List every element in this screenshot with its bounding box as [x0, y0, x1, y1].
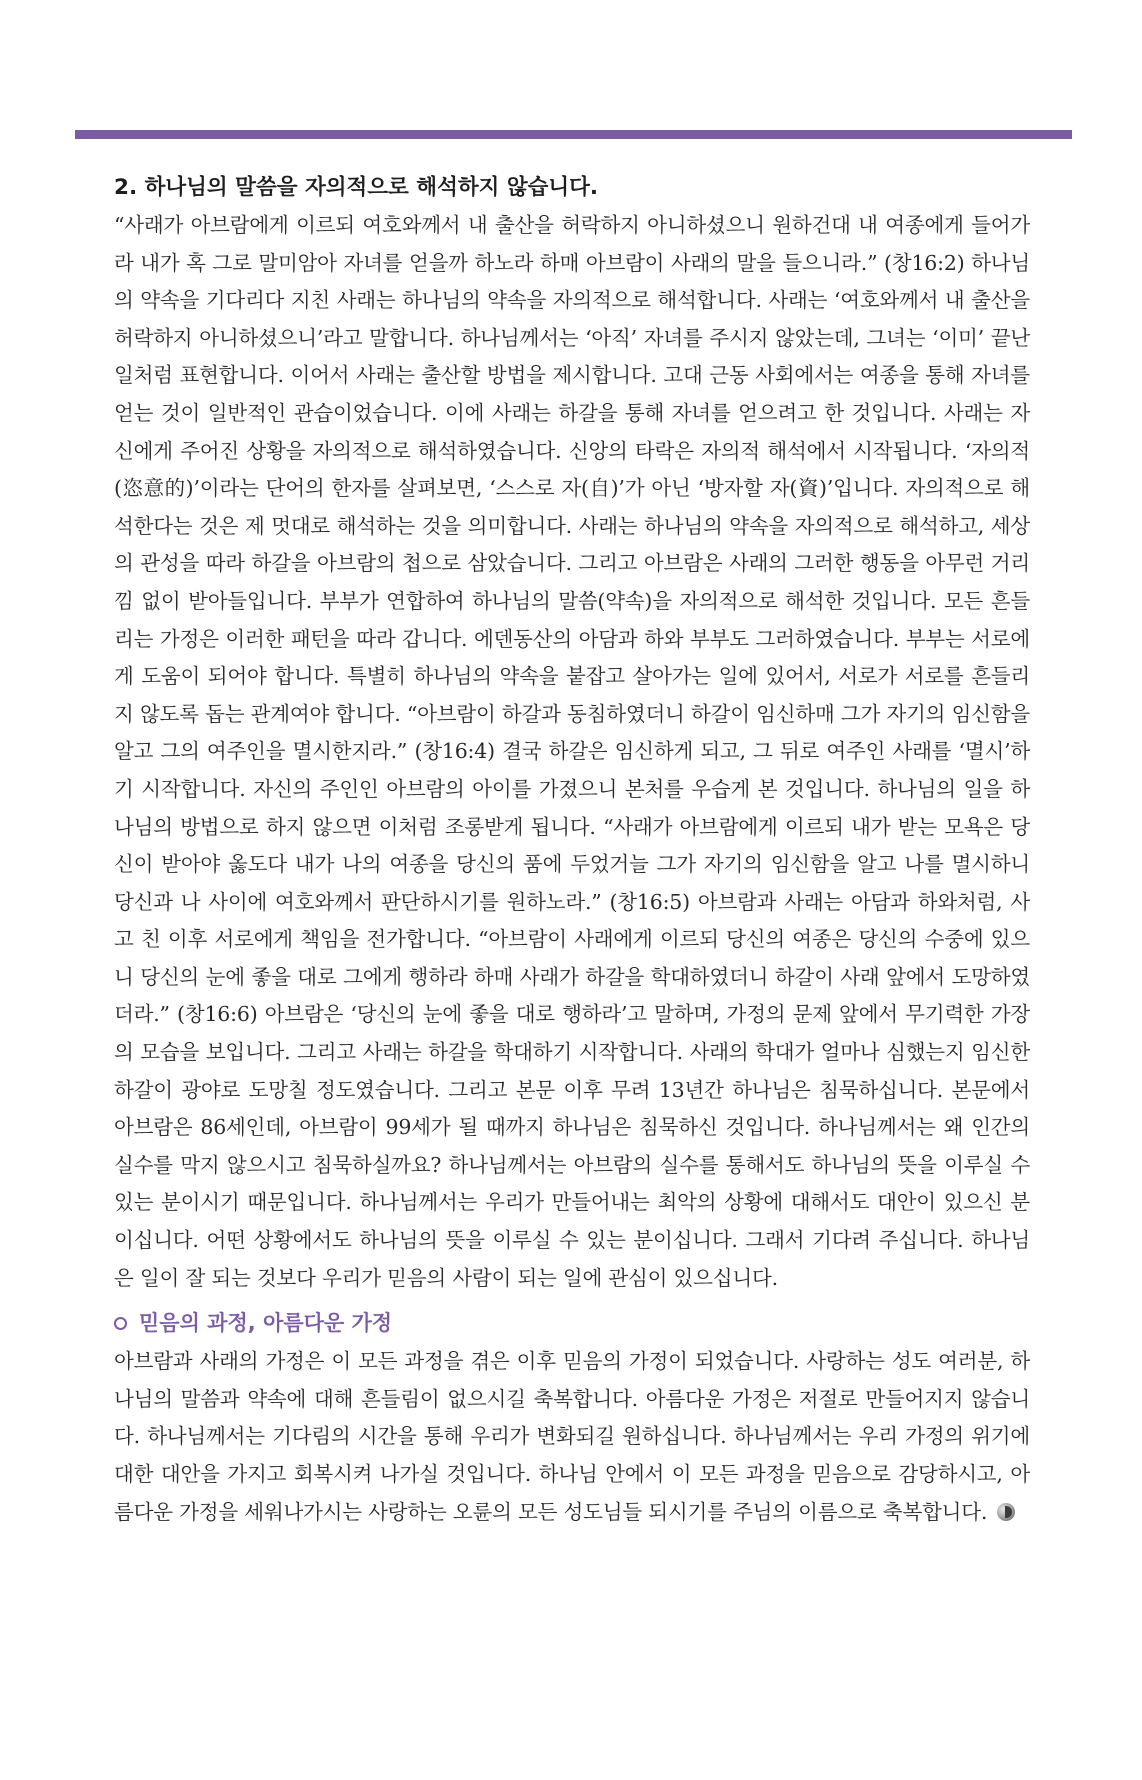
section-body: “사래가 아브람에게 이르되 여호와께서 내 출산을 허락하지 아니하셨으니 원하건대 내 여종에게 들어가라 내가 혹 그로 말미암아 자녀를 얻을까 하노라 하매 아브람이 사래의 말을 들으니라.” (창16:2) 하나님의 약속을 기다리다 지친 사래는 하나님의 약속을 자의적으로 해석합니다. 사래는 ‘여호와께서 내 출산을 허락하지 아니하셨으니’라고 말합니다. 하나님께서는 ‘아직’ 자녀를 주시지 않았는데, 그녀는 ‘이미’ 끝난 일처럼 표현합니다. 이어서 사래는 출산할 방법을 제시합니다. 고대 근동 사회에서는 여종을 통해 자녀를 얻는 것이 일반적인 관습이었습니다. 이에 사래는 하갈을 통해 자녀를 얻으려고 한 것입니다. 사래는 자신에게 주어진 상황을 자의적으로 해석하였습니다. 신앙의 타락은 자의적 해석에서 시작됩니다. ‘자의적(恣意的)’이라는 단어의 한자를 살펴보면, ‘스스로 자(自)’가 아닌 ‘방자할 자(資)’입니다. 자의적으로 해석한다는 것은 제 멋대로 해석하는 것을 의미합니다. 사래는 하나님의 약속을 자의적으로 해석하고, 세상의 관성을 따라 하갈을 아브람의 첩으로 삼았습니다. 그리고 아브람은 사래의 그러한 행동을 아무런 거리낌 없이 받아들입니다. 부부가 연합하여 하나님의 말씀(약속)을 자의적으로 해석한 것입니다. 모든 흔들리는 가정은 이러한 패턴을 따라 갑니다. 에덴동산의 아담과 하와 부부도 그러하였습니다. 부부는 서로에게 도움이 되어야 합니다. 특별히 하나님의 약속을 붙잡고 살아가는 일에 있어서, 서로가 서로를 흔들리지 않도록 돕는 관계여야 합니다. “아브람이 하갈과 동침하였더니 하갈이 임신하매 그가 자기의 임신함을 알고 그의 여주인을 멸시한지라.” (창16:4) 결국 하갈은 임신하게 되고, 그 뒤로 여주인 사래를 ‘멸시’하기 시작합니다. 자신의 주인인 아브람의 아이를 가졌으니 본처를 우습게 본 것입니다. 하나님의 일을 하나님의 방법으로 하지 않으면 이처럼 조롱받게 됩니다. “사래가 아브람에게 이르되 내가 받는 모욕은 당신이 받아야 옳도다 내가 나의 여종을 당신의 품에 두었거늘 그가 자기의 임신함을 알고 나를 멸시하니 당신과 나 사이에 여호와께서 판단하시기를 원하노라.” (창16:5) 아브람과 사래는 아담과 하와처럼, 사고 친 이후 서로에게 책임을 전가합니다. “아브람이 사래에게 이르되 당신의 여종은 당신의 수중에 있으니 당신의 눈에 좋을 대로 그에게 행하라 하매 사래가 하갈을 학대하였더니 하갈이 사래 앞에서 도망하였더라.” (창16:6) 아브람은 ‘당신의 눈에 좋을 대로 행하라’고 말하며, 가정의 문제 앞에서 무기력한 가장의 모습을 보입니다. 그리고 사래는 하갈을 학대하기 시작합니다. 사래의 학대가 얼마나 심했는지 임신한 하갈이 광야로 도망칠 정도였습니다. 그리고 본문 이후 무려 13년간 하나님은 침묵하십니다. 본문에서 아브람은 86세인데, 아브람이 99세가 될 때까지 하나님은 침묵하신 것입니다. 하나님께서는 왜 인간의 실수를 막지 않으시고 침묵하실까요? 하나님께서는 아브람의 실수를 통해서도 하나님의 뜻을 이루실 수 있는 분이시기 때문입니다. 하나님께서는 우리가 만들어내는 최악의 상황에 대해서도 대안이 있으신 분이십니다. 어떤 상황에서도 하나님의 뜻을 이루실 수 있는 분이십니다. 그래서 기다려 주십니다. 하나님은 일이 잘 되는 것보다 우리가 믿음의 사람이 되는 일에 관심이 있으십니다. [114, 213, 1030, 1290]
subsection-heading-row [114, 1305, 1030, 1341]
article-content [114, 172, 1030, 1531]
subsection-body [114, 1343, 1030, 1531]
end-mark-icon [997, 1503, 1015, 1521]
section-heading: 2. 하나님의 말씀을 자의적으로 해석하지 않습니다. [114, 175, 599, 200]
subsection-body-text: 아브람과 사래의 가정은 이 모든 과정을 겪은 이후 믿음의 가정이 되었습니다. 사랑하는 성도 여러분, 하나님의 말씀과 약속에 대해 흔들림이 없으시길 축복합니다. 아름다운 가정은 저절로 만들어지지 않습니다. 하나님께서는 기다림의 시간을 통해 우리가 변화되길 원하십니다. 하나님께서는 우리 가정의 위기에 대한 대안을 가지고 회복시켜 나가실 것입니다. 하나님 안에서 이 모든 과정을 믿음으로 감당하시고, 아름다운 가정을 세워나가시는 사랑하는 오륜의 모든 성도님들 되시기를 주님의 이름으로 축복합니다. [114, 1349, 1030, 1524]
header-rule [75, 130, 1072, 139]
subsection-heading: 믿음의 과정, 아름다운 가정 [139, 1311, 393, 1336]
circle-icon [114, 1317, 127, 1330]
